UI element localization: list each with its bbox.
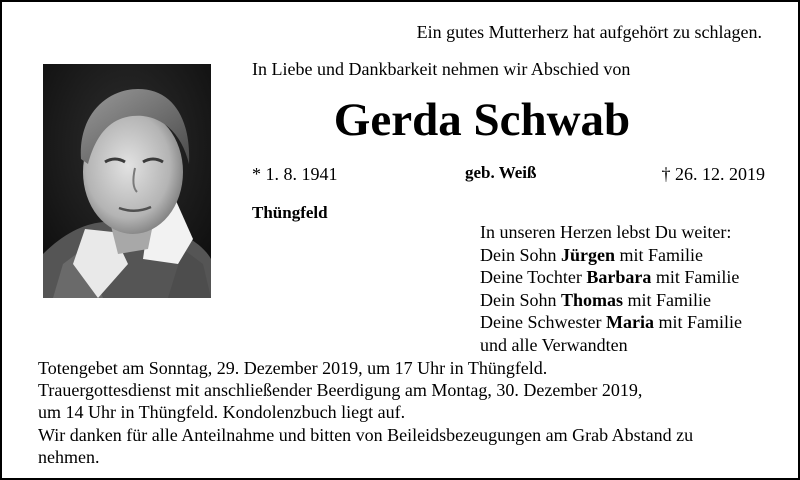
list-item: Deine Tochter Barbara mit Familie — [480, 267, 740, 287]
portrait-photo — [43, 64, 211, 298]
birth-date: * 1. 8. 1941 — [252, 164, 338, 184]
family-member-name: Thomas — [561, 289, 624, 310]
portrait-image — [43, 64, 211, 298]
details-line: Totengebet am Sonntag, 29. Dezember 2019, um 17 Uhr in Thüngfeld. — [38, 358, 548, 378]
family-member-name: Maria — [605, 312, 654, 332]
list-item: Dein Sohn Thomas mit Familie — [480, 289, 712, 310]
family-closing: und alle Verwandten — [480, 334, 628, 355]
family-member-name: Barbara — [586, 267, 652, 287]
list-item: Dein Sohn Jürgen mit Familie — [480, 244, 703, 265]
details-line: Wir danken für alle Anteilnahme und bitten von Beileidsbezeugungen am Grab Abstand zu — [38, 424, 694, 445]
details-line: nehmen. — [38, 446, 100, 467]
quote-line: Ein gutes Mutterherz hat aufgehört zu schlagen. — [416, 22, 762, 42]
list-item: Deine Schwester Maria mit Familie — [480, 312, 742, 332]
family-list — [480, 221, 742, 356]
family-heading: In unseren Herzen lebst Du weiter: — [480, 222, 732, 242]
service-details — [38, 357, 778, 468]
deceased-name: Gerda Schwab — [333, 94, 631, 146]
family-member-name: Jürgen — [561, 244, 615, 265]
maiden-name: geb. Weiß — [465, 163, 537, 182]
details-line: um 14 Uhr in Thüngfeld. Kondolenzbuch liegt auf. — [38, 402, 406, 423]
details-line: Trauergottesdienst mit anschließender Beerdigung am Montag, 30. Dezember 2019, — [38, 380, 643, 401]
intro-line: In Liebe und Dankbarkeit nehmen wir Abschied von — [252, 59, 631, 79]
death-date: † 26. 12. 2019 — [661, 164, 765, 184]
hometown: Thüngfeld — [252, 203, 328, 222]
